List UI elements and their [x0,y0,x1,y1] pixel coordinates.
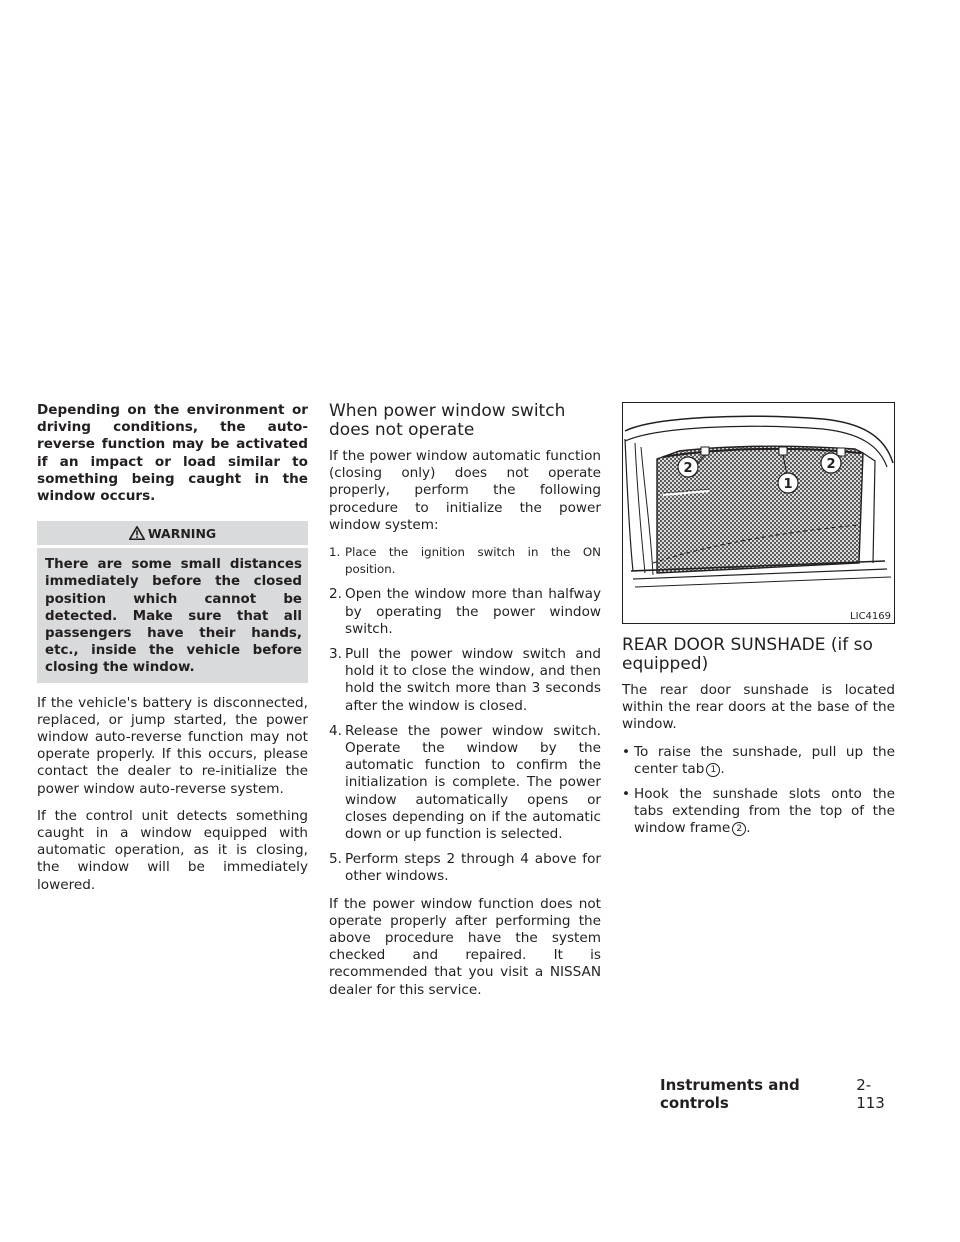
step-item [329,586,601,638]
bullet-text-body: Hook the sunshade slots onto the tabs extending from the top of the window frame [634,786,895,837]
initialize-intro: If the power window automatic function (closing only) does not operate properly, perform the following procedure to initialize the power window system: [329,448,601,533]
ref-circle: 2 [732,822,746,836]
column-2 [329,402,601,1009]
step-number: 3. [329,646,342,663]
step-text: Open the window more than halfway by operating the power window switch. [345,586,601,637]
figure-code: LIC4169 [850,611,891,622]
bullet-item [622,786,895,838]
step-number: 4. [329,722,342,739]
warning-header [37,521,308,545]
bullet-item [622,744,895,778]
bullet-text-body: To raise the sunshade, pull up the center tab [634,743,895,777]
bullet-dot: • [622,743,631,760]
service-paragraph: If the power window function does not operate properly after performing the above procedure have the system checked and repaired. It is recommended that you visit a NISSAN dealer for this service. [329,895,601,998]
callout-2-right: 2 [826,457,836,472]
sunshade-intro: The rear door sunshade is located within the rear doors at the base of the window. [622,682,895,733]
warning-text: There are some small distances immediately before the closed position which cannot be detected. Make sure that all passengers have their hands, etc., inside the vehicle before closing the window. [37,548,308,682]
warning-triangle-icon [129,526,145,540]
bullet-text: To raise the sunshade, pull up the center tab 1 . [634,743,895,777]
section-name: Instruments and controls [660,1076,800,1112]
bullet-text: Hook the sunshade slots onto the tabs extending from the top of the window frame 2 . [634,786,895,837]
section-heading-power-window: When power window switch does not operate [329,401,566,440]
step-item [329,851,601,885]
step-number: 2. [329,586,342,603]
step-item [329,723,601,843]
column-1 [37,402,308,904]
page-number: 2-113 [856,1076,885,1112]
sunshade-bullets [622,744,895,838]
step-item [329,544,601,578]
battery-paragraph: If the vehicle's battery is disconnected, replaced, or jump started, the power window auto-reverse function may not operate properly. If this occurs, please contact the dealer to re-initialize the power window auto-reverse system. [37,694,308,797]
rear-door-sunshade-drawing [623,403,894,623]
step-number: 5. [329,851,342,868]
section-heading-sunshade: REAR DOOR SUNSHADE (if so equipped) [622,635,873,674]
step-text: Place the ignition switch in the ON position. [345,545,601,577]
callout-2-left: 2 [683,461,693,476]
warning-label: WARNING [147,525,217,541]
control-unit-paragraph: If the control unit detects something caught in a window equipped with automatic operation, as it is closing, the window will be immediately lowered. [37,807,308,893]
bullet-dot: • [622,786,631,803]
step-text: Pull the power window switch and hold it to close the window, and then hold the switch more than 3 seconds after the window is closed. [345,646,601,714]
step-text: Perform steps 2 through 4 above for other windows. [345,851,601,885]
step-number: 1. [329,545,341,560]
column-3 [622,402,895,846]
step-item [329,646,601,715]
callout-1: 1 [783,477,793,492]
ref-circle: 1 [706,763,720,777]
step-text: Release the power window switch. Operate the window by the automatic function to confirm the initialization is complete. The power window automatically opens or closes depending on if the automatic down or up function is selected. [345,722,601,843]
sunshade-illustration [622,402,895,624]
auto-reverse-note: Depending on the environment or driving conditions, the auto-reverse function may be activated if an impact or load similar to something being caught in the window occurs. [37,402,308,505]
page-footer [660,1076,895,1112]
initialize-steps [329,544,601,886]
